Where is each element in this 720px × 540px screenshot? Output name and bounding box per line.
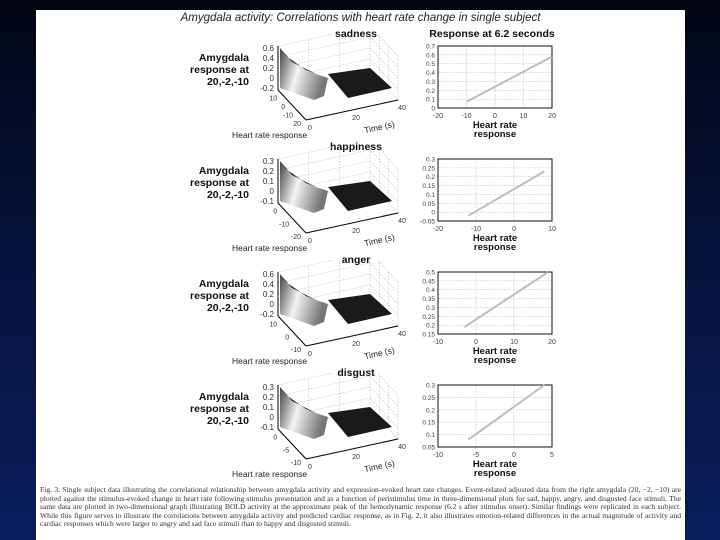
- y-tick-label: 0.3: [425, 156, 435, 164]
- x-axis-label-line: Heart rate: [472, 120, 518, 131]
- y-tick-label: 0.6: [425, 52, 435, 60]
- x-tick-label: -10: [432, 452, 444, 459]
- grid-line: [278, 37, 370, 57]
- y-tick-label: 0: [431, 105, 435, 113]
- heart-rate-tick-label: -10: [290, 347, 301, 354]
- time-axis-label: Time (s): [363, 231, 396, 249]
- z-tick-label: -0.1: [260, 423, 274, 432]
- y-tick-label: 0.1: [425, 96, 435, 104]
- y-tick-label: 0.15: [422, 419, 435, 427]
- response-title: Response at 6.2 seconds: [429, 28, 555, 40]
- x-tick-label: 5: [550, 452, 554, 459]
- z-tick-label: 0.6: [262, 270, 274, 279]
- y-axis-label-line: 20,-2,-10: [206, 189, 249, 201]
- panel-anger: [36, 256, 685, 369]
- time-tick-label: 0: [308, 238, 312, 245]
- heart-rate-tick-label: 10: [269, 321, 278, 329]
- z-tick-label: 0: [269, 187, 274, 196]
- response-chart: [406, 373, 596, 461]
- y-tick-label: -0.05: [420, 218, 435, 226]
- time-tick-label: 20: [352, 454, 360, 461]
- y-axis-label-line: 20,-2,-10: [206, 302, 249, 314]
- y-tick-label: 0.2: [425, 87, 435, 95]
- y-tick-label: 0.2: [425, 407, 435, 415]
- y-tick-label: 0.4: [425, 287, 435, 295]
- surface-plot-3d: [230, 34, 406, 142]
- time-tick-label: 40: [398, 218, 406, 225]
- x-tick-label: 0: [512, 226, 516, 233]
- surface-plot-3d: [230, 147, 406, 255]
- time-axis-label: Time (s): [363, 457, 396, 475]
- y-axis-label-line: Amygdala: [198, 165, 249, 177]
- x-axis-label-line: response: [473, 242, 517, 253]
- condition-title: anger: [341, 254, 371, 266]
- panel-happiness: [36, 143, 685, 256]
- grid-line: [370, 376, 398, 406]
- grid-line: [278, 376, 370, 396]
- z-tick-label: -0.1: [260, 197, 274, 206]
- x-axis-label: [450, 460, 540, 478]
- y-tick-label: 0.15: [422, 183, 435, 191]
- grid-line: [278, 147, 370, 159]
- y-tick-label: 0.25: [422, 313, 435, 321]
- regression-line: [468, 385, 544, 440]
- y-tick-label: 0.1: [425, 191, 435, 199]
- x-axis-label-line: response: [473, 129, 517, 140]
- x-axis-label-line: Heart rate: [472, 233, 518, 244]
- surface-plot-3d: [230, 373, 406, 481]
- figure-caption: Fig. 3. Single subject data illustrating the correlational relationship between amygdala activity and expression-evoked heart rate changes. Event-related adjusted data from the right amygdala (20, −2, −10) are plotted against the stimulus-evoked change in heart rate following stimulus presentation and as a function of peristimulus time in three-dimensional plots for sad, happy, angry, and disgusted face stimuli. The same data are plotted in two-dimensional graph illustrating BOLD activity at the approximate peak of the hemodynamic response (6.2 s after stimulus onset). Similar findings were replicated in each subject. While this figure serves to illustrate the correlations between amygdala activity and predicted cardiac response, as in Fig. 2, it also illustrates emotion-related differences in the actual magnitude of activity and cardiac responses which were larger to angry and sad face stimuli than to happy and disgusted stimuli.: [40, 485, 681, 529]
- y-tick-label: 0.15: [422, 331, 435, 339]
- response-chart: [406, 34, 596, 122]
- z-tick-label: -0.2: [260, 84, 274, 93]
- x-tick-label: -10: [432, 339, 444, 346]
- response-chart: [406, 147, 596, 235]
- x-tick-label: -5: [472, 452, 480, 459]
- heart-rate-axis-label: Heart rate response: [232, 469, 308, 479]
- x-tick-label: -10: [470, 226, 482, 233]
- y-tick-label: 0.05: [422, 200, 435, 208]
- x-tick-label: 10: [548, 226, 556, 233]
- x-tick-label: 0: [474, 339, 478, 346]
- y-tick-label: 0.35: [422, 296, 435, 304]
- z-tick-label: 0.6: [262, 44, 274, 53]
- y-axis-label-line: response at: [190, 290, 249, 302]
- y-tick-label: 0: [431, 209, 435, 217]
- x-tick-label: 10: [519, 113, 528, 120]
- regression-line: [467, 57, 553, 102]
- heart-rate-tick-label: -10: [282, 112, 294, 120]
- panel-disgust: [36, 369, 685, 482]
- z-tick-label: 0.3: [262, 383, 274, 392]
- grid-line: [370, 37, 398, 67]
- time-tick-label: 0: [308, 464, 312, 471]
- heart-rate-tick-label: -10: [278, 221, 290, 229]
- z-tick-label: 0.2: [262, 393, 274, 402]
- y-axis-label-line: response at: [190, 64, 249, 76]
- figure-title: Amygdala activity: Correlations with heart rate change in single subject: [180, 12, 541, 24]
- x-tick-label: 10: [510, 339, 518, 346]
- regression-line: [468, 171, 544, 215]
- x-axis-label-line: response: [473, 468, 517, 479]
- z-tick-label: 0.3: [262, 157, 274, 166]
- time-tick-label: 40: [398, 105, 406, 112]
- heart-rate-axis-label: Heart rate response: [232, 356, 308, 366]
- x-axis-label-line: response: [473, 355, 517, 366]
- heart-rate-tick-label: 20: [293, 121, 301, 128]
- regression-line: [465, 272, 549, 327]
- time-tick-label: 40: [398, 444, 406, 451]
- heart-rate-axis-label: Heart rate response: [232, 243, 308, 253]
- y-axis-label-line: 20,-2,-10: [206, 76, 249, 88]
- surface-ridge: [280, 274, 328, 326]
- grid-line: [278, 34, 370, 46]
- z-tick-label: 0.4: [262, 280, 274, 289]
- y-tick-label: 0.2: [425, 322, 435, 330]
- x-tick-label: 0: [512, 452, 516, 459]
- time-tick-label: 0: [308, 125, 312, 132]
- y-axis-label-line: response at: [190, 177, 249, 189]
- plot-frame: [438, 159, 552, 221]
- heart-rate-tick-label: 0: [281, 104, 286, 111]
- time-tick-label: 0: [308, 351, 312, 358]
- surface-ridge: [280, 48, 328, 100]
- condition-title: happiness: [330, 141, 382, 153]
- x-tick-label: 20: [548, 113, 556, 120]
- x-tick-label: 0: [493, 113, 497, 120]
- x-tick-label: -20: [432, 113, 444, 120]
- grid-line: [278, 373, 370, 385]
- surface-plot-3d: [230, 260, 406, 368]
- z-tick-label: 0.4: [262, 54, 274, 63]
- y-tick-label: 0.3: [425, 382, 435, 390]
- z-tick-label: 0.2: [262, 290, 274, 299]
- time-axis-label: Time (s): [363, 118, 396, 136]
- surface-ridge: [280, 387, 328, 439]
- surface-ridge: [280, 161, 328, 213]
- heart-rate-tick-label: 10: [269, 95, 278, 103]
- y-tick-label: 0.25: [422, 394, 435, 402]
- time-tick-label: 20: [352, 341, 360, 348]
- response-chart: [406, 260, 596, 348]
- heart-rate-tick-label: 0: [273, 434, 278, 442]
- x-axis-label-line: Heart rate: [472, 459, 518, 470]
- y-tick-label: 0.2: [425, 174, 435, 182]
- z-tick-label: 0.2: [262, 167, 274, 176]
- grid-line: [370, 263, 398, 293]
- y-tick-label: 0.7: [425, 43, 435, 51]
- heart-rate-axis-label: Heart rate response: [232, 130, 308, 140]
- y-axis-label-line: Amygdala: [198, 278, 249, 290]
- time-tick-label: 40: [398, 331, 406, 338]
- grid-line: [370, 150, 398, 180]
- y-tick-label: 0.4: [425, 70, 435, 78]
- z-tick-label: 0.2: [262, 64, 274, 73]
- heart-rate-tick-label: -10: [290, 460, 301, 467]
- grid-line: [278, 260, 370, 272]
- y-axis-label-line: 20,-2,-10: [206, 415, 249, 427]
- heart-rate-tick-label: 0: [285, 334, 290, 342]
- z-tick-label: 0.1: [262, 403, 274, 412]
- condition-title: disgust: [337, 367, 375, 379]
- time-tick-label: 20: [352, 228, 360, 235]
- x-tick-label: -20: [432, 226, 444, 233]
- y-tick-label: 0.25: [422, 165, 435, 173]
- panel-sadness: [36, 30, 685, 143]
- heart-rate-tick-label: 0: [273, 208, 278, 216]
- y-tick-label: 0.1: [425, 432, 435, 440]
- plot-frame: [438, 385, 552, 447]
- heart-rate-tick-label: -20: [290, 234, 301, 241]
- x-axis-label: [450, 234, 540, 252]
- grid-line: [278, 263, 370, 283]
- y-axis-label-line: Amygdala: [198, 391, 249, 403]
- z-tick-label: 0: [269, 300, 274, 309]
- grid-line: [278, 150, 370, 170]
- y-tick-label: 0.3: [425, 304, 435, 312]
- x-axis-label: [450, 121, 540, 139]
- y-tick-label: 0.3: [425, 78, 435, 86]
- z-tick-label: 0.1: [262, 177, 274, 186]
- x-tick-label: -10: [461, 113, 472, 120]
- x-tick-label: 20: [548, 339, 556, 346]
- heart-rate-tick-label: -5: [282, 447, 290, 455]
- y-axis-label-line: Amygdala: [198, 52, 249, 64]
- z-tick-label: -0.2: [260, 310, 274, 319]
- y-tick-label: 0.5: [425, 269, 435, 277]
- z-tick-label: 0: [269, 74, 274, 83]
- time-tick-label: 20: [352, 115, 360, 122]
- x-axis-label: [450, 347, 540, 365]
- y-tick-label: 0.05: [422, 444, 435, 452]
- z-tick-label: 0: [269, 413, 274, 422]
- y-tick-label: 0.45: [422, 278, 435, 286]
- y-axis-label-line: response at: [190, 403, 249, 415]
- figure: [36, 10, 685, 540]
- time-axis-label: Time (s): [363, 344, 396, 362]
- x-axis-label-line: Heart rate: [472, 346, 518, 357]
- y-tick-label: 0.5: [425, 61, 435, 69]
- condition-title: sadness: [334, 28, 378, 40]
